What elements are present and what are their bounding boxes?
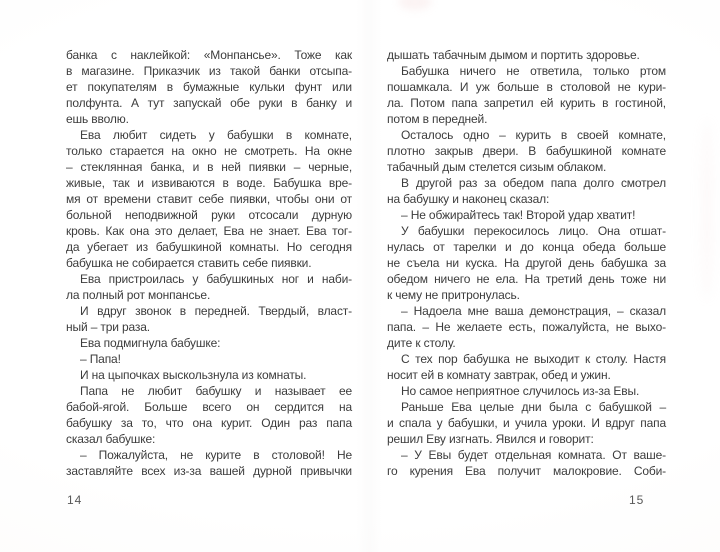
text-line: ла. Потом папа запретил ей курить в гостиной, — [387, 96, 666, 110]
text-line: дите к столу. — [387, 336, 456, 350]
text-line: Осталось одно – курить в своей комнате, — [401, 128, 666, 142]
text-line: Бабушка ничего не ответила, только ртом — [401, 64, 666, 78]
text-line: табачный дым стелется сизым облаком. — [387, 160, 607, 174]
text-line: – Не обжирайтесь так! Второй удар хватит! — [401, 208, 636, 222]
text-line: больной неподвижной руки отсосали дурную — [66, 208, 352, 222]
text-line: мя от времени ставит себе пиявки, чтобы они от — [66, 192, 352, 206]
text-line: ешь вволю. — [66, 112, 129, 126]
text-line: сказал бабушке: — [66, 432, 156, 446]
page-number-right: 15 — [629, 493, 645, 507]
text-line: плотно закрыв двери. В бабушкиной комнате — [387, 144, 666, 158]
text-line: бабушку за то, что она курит. Один раз папа — [66, 416, 352, 430]
left-page-text — [66, 47, 352, 479]
text-line: папа. – Не желаете есть, пожалуйста, не выхо- — [387, 320, 666, 334]
text-line: – Пожалуйста, не курите в столовой! Не — [80, 448, 352, 462]
text-line: полфунта. А тут запускай обе руки в банку и — [66, 96, 352, 110]
right-page-text — [387, 47, 666, 479]
text-line: го курения Ева получит малокровие. Соби- — [387, 464, 666, 478]
text-line: к чему не притронулась. — [387, 288, 520, 302]
text-line: И вдруг звонок в передней. Твердый, власт- — [80, 304, 352, 318]
text-line: живые, так и извиваются в воде. Бабушка вре- — [66, 176, 352, 190]
text-line: В другой раз за обедом папа долго смотрел — [401, 176, 666, 190]
text-line: нулась от тарелки и до конца обеда больше — [387, 240, 666, 254]
text-line: Раньше Ева целые дни была с бабушкой – — [401, 400, 666, 414]
text-line: пошамкала. И уж больше в столовой не кури- — [387, 80, 666, 94]
text-line: ла полный рот монпансье. — [66, 288, 211, 302]
text-line: – Надоела мне ваша демонстрация, – сказал — [401, 304, 666, 318]
text-line: – У Евы будет отдельная комната. От ваше- — [401, 448, 666, 462]
text-line: дышать табачным дымом и портить здоровье. — [387, 48, 640, 62]
scan-smudge — [700, 120, 714, 300]
text-line: не съела ни куска. На другой день бабушка за — [387, 256, 666, 270]
text-line: заставляйте всех из-за вашей дурной привычки — [66, 464, 352, 478]
text-line: Папа не любит бабушку и называет ее — [80, 384, 352, 398]
text-line: только старается на окно не смотреть. На окне — [66, 144, 352, 158]
text-line: бабушка не собирается ставить себе пиявки. — [66, 256, 312, 270]
text-line: Ева пристроилась у бабушкиных ног и наби- — [80, 272, 352, 286]
text-line: да убегает из бабушкиной комнаты. Но сегодня — [66, 240, 352, 254]
text-line: Но самое неприятное случилось из-за Евы. — [401, 384, 640, 398]
text-line: У бабушки перекосилось лицо. Она отшат- — [401, 224, 666, 238]
text-line: ный – три раза. — [66, 320, 150, 334]
text-line: – стеклянная банка, и в ней пиявки – черные, — [66, 160, 352, 174]
text-line: кровь. Как она это делает, Ева не знает. Ева тог- — [66, 224, 352, 238]
text-line: в магазине. Приказчик из такой банки отсыпа- — [66, 64, 352, 78]
text-line: и спала у бабушки, и учила уроки. И вдруг папа — [387, 416, 666, 430]
text-line: Ева любит сидеть у бабушки в комнате, — [80, 128, 352, 142]
page-number-left: 14 — [67, 493, 83, 507]
text-line: решил Еву изгнать. Явился и говорит: — [387, 432, 594, 446]
text-line: И на цыпочках выскользнула из комнаты. — [80, 368, 307, 382]
text-line: на бабушку и наконец сказал: — [387, 192, 550, 206]
text-line: потом в передней. — [387, 112, 488, 126]
text-line: ет покупателям в бумажные кульки фунт или — [66, 80, 352, 94]
text-line: носит ей в комнату завтрак, обед и ужин. — [387, 368, 611, 382]
text-line: С тех пор бабушка не выходит к столу. Настя — [401, 352, 666, 366]
page-gutter-shadow — [356, 0, 382, 552]
text-line: – Папа! — [80, 352, 121, 366]
text-line: банка с наклейкой: «Монпансье». Тоже как — [66, 48, 352, 62]
text-line: бабой-ягой. Больше всего он сердится на — [66, 400, 352, 414]
text-line: обедом ничего не ела. На третий день тоже ни — [387, 272, 666, 286]
text-line: Ева подмигнула бабушке: — [80, 336, 221, 350]
scan-smudge — [398, 0, 432, 10]
